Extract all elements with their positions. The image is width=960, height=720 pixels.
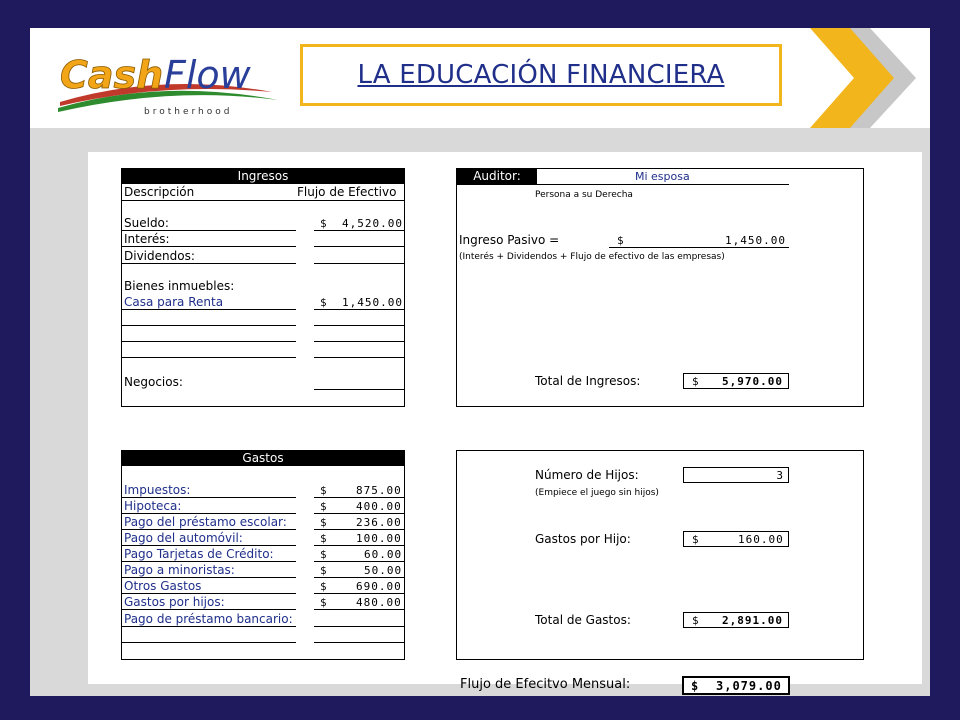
ingreso-pasivo-currency: $	[617, 234, 625, 247]
gasto-value: 50.00	[364, 564, 403, 577]
hijos-box	[456, 450, 864, 660]
gastos-por-hijo-value: 160.00	[738, 533, 784, 546]
ingreso-pasivo-value: 1,450.00	[725, 234, 786, 247]
gasto-label: Pago del préstamo escolar:	[124, 515, 287, 529]
interes-label: Interés:	[124, 232, 170, 246]
gasto-value: 60.00	[364, 548, 403, 561]
gasto-value: 875.00	[356, 484, 402, 497]
gasto-currency: $	[320, 580, 328, 593]
title-box	[300, 44, 782, 106]
gasto-label: Pago del automóvil:	[124, 531, 243, 545]
gasto-currency: $	[320, 500, 328, 513]
total-ingresos-box	[683, 373, 789, 389]
total-ingresos-value: 5,970.00	[722, 375, 783, 388]
gastos-por-hijo-label: Gastos por Hijo:	[535, 532, 631, 546]
gasto-label: Gastos por hijos:	[124, 595, 225, 609]
gasto-currency: $	[320, 516, 328, 529]
cashflow-sheet	[88, 152, 922, 693]
svg-text:Flow: Flow	[164, 53, 251, 97]
gastos-heading: Gastos	[122, 451, 404, 466]
auditor-sub: Persona a su Derecha	[535, 190, 633, 200]
col-descripcion: Descripción	[124, 185, 195, 199]
gasto-label: Pago de préstamo bancario:	[124, 612, 293, 626]
gasto-currency: $	[320, 548, 328, 561]
cashflow-logo	[52, 42, 282, 118]
gastos-por-hijo-currency: $	[692, 533, 700, 546]
sueldo-currency: $	[320, 217, 328, 230]
ingresos-heading: Ingresos	[122, 169, 404, 184]
svg-text:Cash: Cash	[60, 53, 164, 97]
casa-value: 1,450.00	[342, 296, 403, 309]
sueldo-label: Sueldo:	[124, 216, 169, 230]
flujo-mensual-value: 3,079.00	[716, 679, 782, 693]
gasto-label: Pago a minoristas:	[124, 563, 235, 577]
auditor-box	[456, 168, 864, 407]
gasto-label: Otros Gastos	[124, 579, 202, 593]
auditor-value: Mi esposa	[635, 170, 690, 183]
gasto-value: 236.00	[356, 516, 402, 529]
total-ingresos-currency: $	[692, 375, 700, 388]
slide	[30, 28, 930, 696]
dividendos-label: Dividendos:	[124, 249, 195, 263]
total-gastos-box	[683, 612, 789, 628]
gasto-value: 100.00	[356, 532, 402, 545]
auditor-label: Auditor:	[457, 169, 537, 184]
num-hijos-note: (Empiece el juego sin hijos)	[535, 488, 659, 498]
gasto-label: Impuestos:	[124, 483, 191, 497]
total-gastos-value: 2,891.00	[722, 614, 783, 627]
total-ingresos-label: Total de Ingresos:	[535, 374, 641, 388]
gasto-currency: $	[320, 484, 328, 497]
casa-currency: $	[320, 296, 328, 309]
gastos-por-hijo-box	[683, 531, 789, 547]
gasto-currency: $	[320, 564, 328, 577]
total-gastos-currency: $	[692, 614, 700, 627]
flujo-mensual-box	[682, 676, 790, 695]
bienes-label: Bienes inmuebles:	[124, 279, 235, 293]
gasto-value: 400.00	[356, 500, 402, 513]
flujo-mensual-label: Flujo de Efecitvo Mensual:	[460, 677, 631, 692]
sueldo-value: 4,520.00	[342, 217, 403, 230]
num-hijos-box	[683, 467, 789, 483]
ingresos-box	[121, 168, 405, 407]
gasto-currency: $	[320, 532, 328, 545]
gasto-label: Hipoteca:	[124, 499, 182, 513]
gasto-label: Pago Tarjetas de Crédito:	[124, 547, 274, 561]
num-hijos-label: Número de Hijos:	[535, 468, 639, 482]
gasto-value: 690.00	[356, 580, 402, 593]
ingreso-pasivo-note: (Interés + Dividendos + Flujo de efectivo de las empresas)	[459, 252, 725, 262]
page-title: LA EDUCACIÓN FINANCIERA	[357, 60, 725, 90]
negocios-label: Negocios:	[124, 375, 183, 389]
slide-header	[30, 28, 930, 128]
col-flujo: Flujo de Efectivo	[297, 185, 397, 199]
gasto-value: 480.00	[356, 596, 402, 609]
casa-label: Casa para Renta	[124, 295, 224, 309]
num-hijos-value: 3	[776, 469, 784, 482]
flujo-mensual-currency: $	[691, 679, 700, 693]
svg-text:brotherhood: brotherhood	[144, 107, 233, 117]
gastos-box	[121, 450, 405, 660]
chevron-right-icon	[790, 28, 930, 128]
total-gastos-label: Total de Gastos:	[535, 613, 631, 627]
gasto-currency: $	[320, 596, 328, 609]
ingreso-pasivo-label: Ingreso Pasivo =	[459, 233, 560, 247]
